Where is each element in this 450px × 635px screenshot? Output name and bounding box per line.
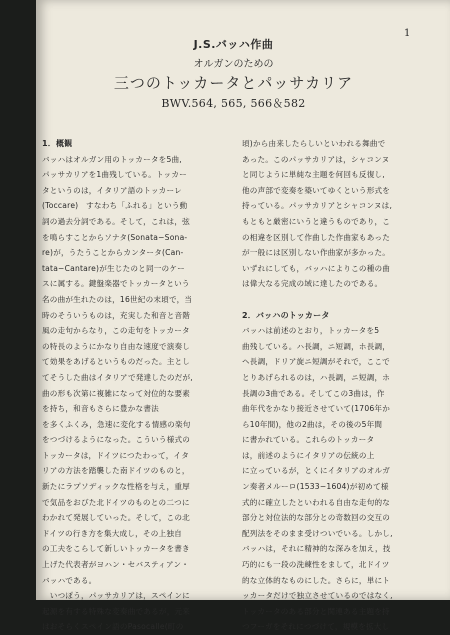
- text-line: リアの方法を踏襲した南ドイツのものと，: [42, 466, 190, 476]
- page-number: 1: [404, 28, 411, 39]
- section-heading: 1．概観: [42, 139, 73, 148]
- section-heading: 2．バッハのトッカータ: [242, 310, 330, 320]
- text-line: 詞の過去分詞である。そして，これは，弦: [42, 216, 190, 226]
- text-line: バッハは前述のとおり，トッカータを5: [242, 326, 380, 336]
- text-line: 配列法をそのまま受けついでいる。しかし,: [242, 528, 393, 538]
- text-line: 風の走句からなり，この走句をトッカータ: [42, 326, 190, 336]
- text-line: バッハは，それに精神的な深みを加え，技: [242, 544, 391, 554]
- text-line: 巧的にも一段の洗練性をまして，北ドイツ: [242, 560, 390, 570]
- text-line: をつづけるようになった。こういう様式の: [42, 435, 191, 445]
- text-line: てそうした曲はイタリアで発達したのだが,: [42, 372, 193, 382]
- text-line: て効果をあげるというものだった。主とし: [42, 357, 191, 367]
- text-line: わかれて発展していった。そして，この北: [42, 513, 190, 523]
- text-line: 頃)から由来したらしいといわれる舞曲で: [242, 139, 386, 148]
- page-title: 三つのトッカータとパッサカリア: [113, 74, 354, 92]
- right-column: [242, 136, 422, 635]
- text-line: 長調の3曲である。そしてこの3曲は，作: [242, 388, 385, 398]
- text-line: 曲年代をかなり接近させていて(1706年か: [242, 404, 390, 414]
- text-line: いつぽう，パッサカリアは，スペインに: [42, 591, 190, 601]
- catalog-numbers: BWV.564, 565, 566＆582: [161, 97, 306, 110]
- text-line: いずれにしても，バッハによりこの種の曲: [242, 263, 391, 273]
- text-line: 曲残している。ハ長調，ニ短調，ホ長調，: [242, 341, 391, 351]
- text-line: ら10年間)，他の2曲は，その後の5年間: [242, 419, 383, 429]
- text-line: とりあげられるのは，ハ長調，ニ短調，ホ: [242, 372, 391, 382]
- text-line: 式的に確立したといわれる自由な走句的な: [242, 497, 391, 507]
- text-line: を多くふくみ，急速に変化する情感の楽句: [42, 419, 191, 429]
- text-line: パッサカリアを1曲残している。トッカー: [42, 170, 187, 180]
- text-line: 的な立体的なものにした。さらに，単にト: [242, 575, 391, 585]
- text-line: に立っているが，とくにイタリアのオルガ: [242, 466, 391, 476]
- text-line: バッハはオルガン用のトッカータを5曲,: [42, 154, 182, 164]
- text-line: タというのは，イタリア語のトッカーレ: [42, 185, 182, 195]
- text-line: 部分と対位法的な部分との奇数回の交互の: [242, 513, 391, 523]
- text-line: で気品をおびた北ドイツのものとの二つに: [42, 497, 190, 507]
- text-line: (Toccare) すなわち「ふれる」という動: [42, 201, 188, 211]
- text-line: 曲の形も次第に複雑になって対位的な要素: [42, 388, 191, 398]
- text-line: スに属する。鍵盤楽器でトッカータという: [42, 279, 190, 289]
- subtitle: オルガンのための: [193, 59, 274, 70]
- text-line: トッカータのある部分と関連ある主題を持: [242, 606, 390, 616]
- text-line: tata−Cantare)が生じたのと同一のケー: [42, 263, 185, 273]
- text-line: ン奏者メルーロ(1533−1604)が初めて様: [242, 482, 389, 492]
- text-line: あった。このパッサカリアは，シャコンヌ: [242, 154, 390, 164]
- text-line: の工夫をこらして新しいトッカータを書き: [42, 544, 190, 554]
- text-line: もともと厳密にいうと違うものであり，こ: [242, 216, 391, 226]
- document-page: [36, 0, 450, 632]
- text-line: ッカータだけで独立させているのではなく,: [242, 591, 393, 601]
- text-line: の相違を区別して作曲した作曲家もあった: [242, 232, 391, 242]
- composer-line: J.S.バッハ作曲: [193, 38, 274, 51]
- text-line: を鳴らすことからソナタ(Sonata−Sona-: [42, 232, 188, 242]
- text-line: に書かれている。これらのトッカータ: [242, 435, 375, 445]
- section-gap: [242, 292, 422, 308]
- text-line: 起源を有する特殊な変奏曲であるが，元来: [42, 606, 191, 616]
- text-line: 持っている。パッサカリアとシャコンヌは,: [242, 201, 393, 211]
- text-line: 他の声部で変奏を築いてゆくという形式を: [242, 185, 391, 195]
- text-line: ヘ長調，ドリア旋ニ短調がそれで，ここで: [242, 357, 390, 367]
- text-line: を持ち，和音もさらに豊かな書法: [42, 404, 159, 414]
- text-line: と同じように単純な主題を何回も反復し,: [242, 170, 385, 180]
- text-line: 時のそういうものは，充実した和音と音階: [42, 310, 191, 320]
- text-line: 上げた代表者がヨハン・セバスティアン・: [42, 560, 190, 570]
- text-line: が一般には区別しない作曲家が多かった。: [242, 248, 391, 258]
- text-line: つフーガをそれにつづけて，規模を拡大し: [242, 622, 390, 632]
- text-line: の特長のようにかなり自由な速度で演奏し: [42, 341, 191, 351]
- text-line: ドイツの行き方を集大成し，その上独自: [42, 528, 182, 538]
- text-line: 新たにラプソディックな性格を与え，重厚: [42, 482, 190, 492]
- text-line: は，前述のようにイタリアの伝統の上: [242, 450, 375, 460]
- text-line: re)が，うたうことからカンタータ(Can-: [42, 248, 184, 258]
- text-line: は偉大なる完成の域に達したのである。: [242, 279, 383, 289]
- text-line: 名の曲が生れたのは，16世紀の末頃で，当: [42, 294, 193, 304]
- left-column: [42, 136, 222, 635]
- text-line: はおそらくスペイン語のPasocalle(町の: [42, 622, 184, 632]
- page-header: [36, 36, 431, 111]
- text-line: バッハである。: [42, 575, 97, 585]
- text-line: トッカータは，ドイツにつたわって，イタ: [42, 450, 190, 460]
